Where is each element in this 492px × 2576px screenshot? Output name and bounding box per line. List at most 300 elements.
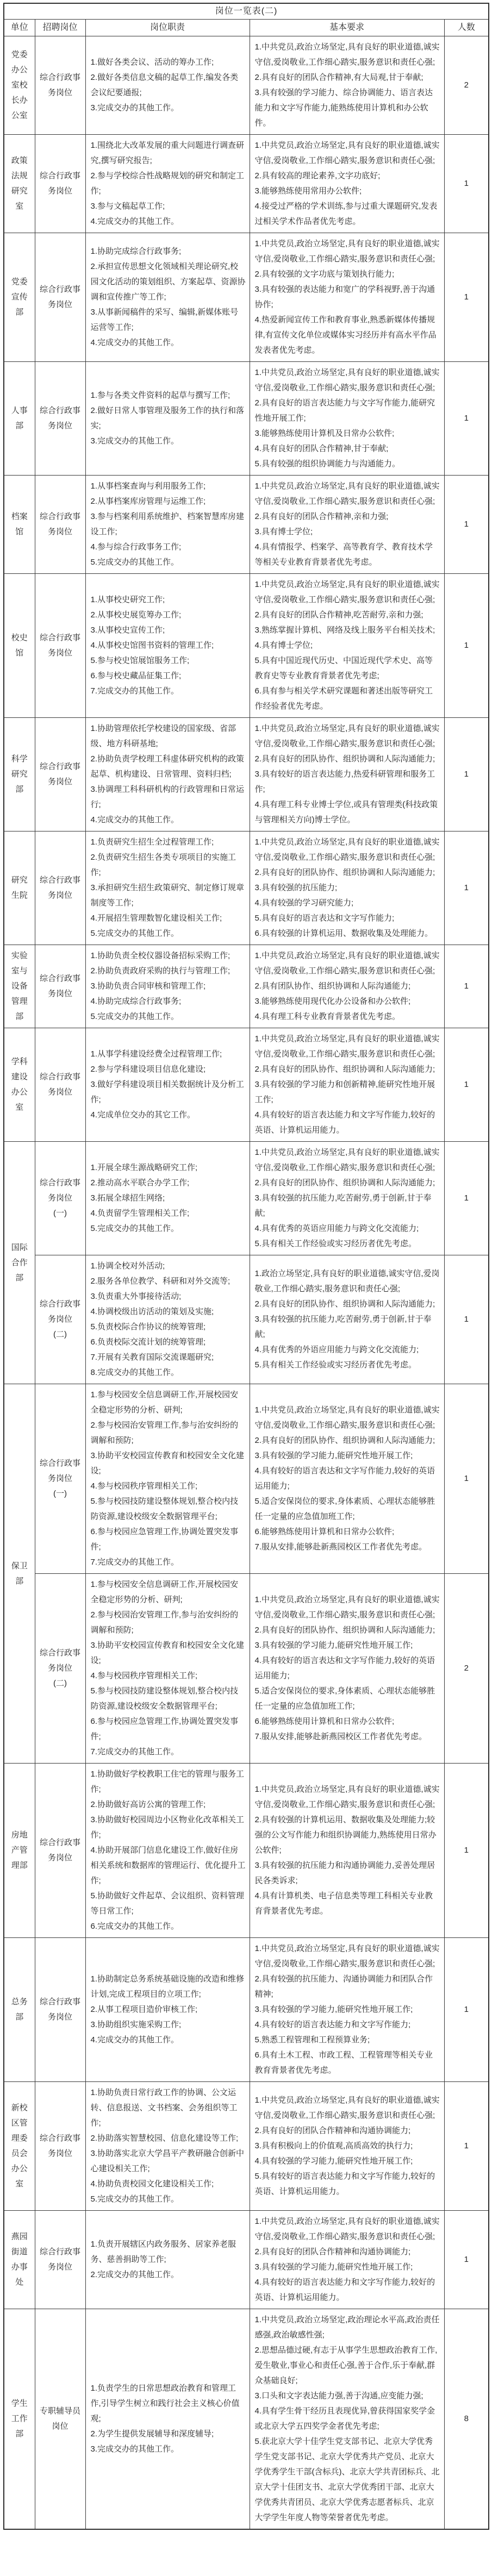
duty-item: 2.服务各单位教学、科研和对外交流等; [90, 1277, 231, 1286]
requirement-item: 2.思想品德过硬,有志于从事学生思想政治教育工作,爱生敬业,事业心和责任心强,善于合作,乐于奉献,群众基础良好; [254, 2346, 438, 2385]
requirement-item: 3.具有较强的抗压能力,吃苦耐劳,勇于创新,甘于奉献; [254, 1193, 432, 1218]
duty-item: 5.参与校园技防建设整体规划,整合校内技防资源,建设校级安全数据管理平台; [90, 1686, 239, 1711]
position-label: 综合行政事务岗位 [39, 1838, 80, 1862]
duty-item: 4.从事校史馆图书资料的管理工作; [90, 641, 214, 650]
requirement-item: 4.热爱新闻宣传工作和教育事业,熟悉新媒体传播规律,有宣传文化单位或媒体实习经历并有高水平作品发表者优先考虑。 [254, 315, 437, 355]
requirements-cell [250, 362, 444, 476]
requirement-item: 1.中共党员,政治立场坚定,具有良好的职业道德,诚实守信,爱岗敬业,工作细心踏实,服务意识和责任心强; [254, 482, 440, 506]
table-row [4, 1142, 489, 1255]
requirement-item: 1.中共党员,政治立场坚定,具有良好的职业道德,诚实守信,爱岗敬业,工作细心踏实,服务意识和责任心强; [254, 1944, 440, 1968]
duty-item: 4.完成交办的其他工作。 [90, 217, 179, 226]
requirement-item: 2.具有良好的团队协作、组织协调和人际沟通能力; [254, 1299, 435, 1309]
table-row [4, 2309, 489, 2530]
requirement-item: 1.中共党员,政治立场坚定,具有良好的职业道德,诚实守信,爱岗敬业,工作细心踏实,服务意识和责任心强; [254, 2217, 440, 2241]
requirement-item: 6.具有参与相关学术研究课题和著述出版等研究工作经验者优先考虑。 [254, 686, 433, 711]
requirement-item: 1.中共党员,政治立场坚定,具有良好的职业道德,诚实守信,爱岗敬业,工作细心踏实,服务意识和责任心强; [254, 1148, 440, 1172]
requirement-item: 2.具有较强的文字功底与策划执行能力; [254, 270, 395, 279]
unit-cell: 学生工作部 [4, 2309, 35, 2530]
position-sub-label: (一) [53, 1209, 67, 1218]
position-cell [35, 2309, 85, 2530]
position-cell [35, 831, 85, 945]
duty-item: 2.从事校史展览筹办工作; [90, 610, 182, 620]
position-cell [35, 1574, 85, 1764]
requirements-cell [250, 233, 444, 362]
requirement-item: 1.中共党员,政治立场坚定,具有良好的职业道德,诚实守信,爱岗敬业,工作细心踏实,服务意识和责任心强; [254, 951, 440, 976]
duty-item: 3.协助组织实施采购工作; [90, 2020, 182, 2029]
title-row [4, 3, 489, 20]
position-label: 专职辅导员岗位 [39, 2406, 80, 2431]
requirement-item: 1.中共党员,政治立场坚定,具有良好的职业道德,诚实守信,爱岗敬业,工作细心踏实,服务意识和责任心强; [254, 1405, 440, 1430]
position-label: 综合行政事务岗位 [39, 512, 80, 536]
duty-item: 5.完成交办的其他工作。 [90, 1012, 179, 1021]
duties-cell [85, 2082, 250, 2211]
position-roster-table [3, 3, 489, 2530]
requirement-item: 5.具有良好的语言表达和文字写作能力; [254, 914, 395, 923]
duty-item: 4.参与校园秩序管理相关工作; [90, 1671, 198, 1680]
requirement-item: 5.具有中国近现代历史、中国近现代学术史、高等教育史等专业教育背景者优先考虑; [254, 656, 433, 680]
position-cell [35, 1255, 85, 1384]
requirements-cell [250, 574, 444, 718]
requirements-cell [250, 2211, 444, 2309]
headcount-value: 1 [444, 1028, 489, 1142]
duty-item: 1.开展全球生源战略研究工作; [90, 1163, 198, 1172]
duty-item: 2.做好各类信息文稿的起草工作,编发各类会议纪要通报; [90, 73, 239, 97]
requirement-item: 2.具有良好的团队协作、组织协调和人际沟通能力; [254, 1436, 435, 1445]
requirement-item: 1.政治立场坚定,具有良好的职业道德,诚实守信,爱岗敬业,工作细心踏实,服务意识和责任心强; [254, 1269, 440, 1293]
duty-item: 3.拓展全球招生网络; [90, 1193, 165, 1203]
duty-item: 1.负责学生的日常思想政治教育和管理工作,引导学生树立和践行社会主义核心价值观; [90, 2384, 240, 2423]
position-label: 综合行政事务岗位 [39, 876, 80, 900]
duty-item: 5.负责校际合作协议的统筹管理; [90, 1322, 206, 1331]
table-title: 岗位一览表(二) [4, 3, 489, 20]
table-row [4, 362, 489, 476]
duty-item: 6.完成交办的其他工作。 [90, 1922, 179, 1931]
duty-item: 1.从事学科建设经费全过程管理工作; [90, 1049, 222, 1059]
duty-item: 3.协助平安校园宣传教育和校园安全文化建设; [90, 1451, 245, 1475]
requirements-cell [250, 2309, 444, 2530]
duty-item: 1.负责研究生招生全过程管理工作; [90, 837, 214, 847]
duty-item: 7.开展有关教育国际交流课题研究; [90, 1353, 214, 1362]
requirement-item: 1.中共党员,政治立场坚定,具有良好的职业道德,诚实守信,爱岗敬业,工作细心踏实,服务意识和责任心强; [254, 580, 440, 604]
duty-item: 2.协助负责学校理工科虚体研究机构的政策起草、机构建设、日常管理、资料归档; [90, 754, 245, 779]
position-label: 综合行政事务岗位 [39, 171, 80, 196]
position-sub-label: (二) [53, 1330, 67, 1339]
column-header-headcount: 人数 [444, 20, 489, 36]
duty-item: 2.推动高水平联合办学工作; [90, 1178, 190, 1187]
duty-item: 3.完成交办的其他工作。 [90, 2444, 179, 2454]
position-cell [35, 2211, 85, 2309]
duty-item: 2.从事档案库房管理与运维工作; [90, 497, 206, 506]
unit-cell: 实验室与设备管理部 [4, 945, 35, 1028]
duty-item: 2.参与学校综合性战略规划的研究和制定工作; [90, 171, 245, 196]
requirement-item: 4.具有学生骨干经历且表现优异,曾获得国家奖学金或北京大学五四奖学金者优先考虑; [254, 2406, 435, 2431]
duty-item: 4.完成单位交办的其它工作。 [90, 1110, 196, 1120]
duties-cell [85, 718, 250, 831]
duty-item: 2.协助负责政府采购的执行与管理工作; [90, 966, 231, 976]
headcount-value: 8 [444, 2309, 489, 2530]
duties-cell [85, 831, 250, 945]
position-label: 综合行政事务岗位 [39, 1648, 80, 1673]
position-cell [35, 476, 85, 574]
duty-item: 6.参与校园应急管理工作,协调处置突发事件; [90, 1717, 239, 1741]
position-cell [35, 1028, 85, 1142]
position-label: 综合行政事务岗位 [39, 1997, 80, 2022]
requirements-cell [250, 135, 444, 233]
duty-item: 3.完成交办的其他工作。 [90, 103, 179, 112]
requirement-item: 3.具有积极向上的价值观,高质高效的执行力; [254, 2141, 413, 2150]
requirement-item: 2.具有较强的计算机运用、数据收集及处理能力;较强的公文写作能力和组织协调能力,熟练使用日常办公软件; [254, 1815, 437, 1855]
requirement-item: 4.具有理工科专业教育背景者优先考虑。 [254, 1012, 401, 1021]
column-header-position: 招聘岗位 [35, 20, 85, 36]
requirement-item: 4.具有博士学位; [254, 641, 313, 650]
requirement-item: 1.中共党员,政治立场坚定,具有良好的职业道德,诚实守信,爱岗敬业,工作细心踏实,服务意识和责任心强; [254, 368, 440, 392]
duty-item: 4.负责留学生管理相关工作; [90, 1209, 190, 1218]
duty-item: 1.从事校史研究工作; [90, 595, 165, 604]
requirement-item: 2.具有良好的团队协作、组织协调和人际沟通能力; [254, 754, 435, 764]
duties-cell [85, 1255, 250, 1384]
requirement-item: 4.具有优秀的英语应用能力与跨文化交流能力; [254, 1224, 419, 1233]
duties-cell [85, 233, 250, 362]
duty-item: 1.参与各类文件资料的起草与撰写工作; [90, 391, 231, 400]
requirement-item: 2.具有良好的团队协作、组织协调和人际沟通能力; [254, 1065, 435, 1074]
requirement-item: 1.中共党员,政治立场坚定,具有良好的职业道德,诚实守信,爱岗敬业,工作细心踏实,服务意识和责任心强; [254, 724, 440, 748]
headcount-value: 2 [444, 36, 489, 135]
table-row [4, 1764, 489, 1938]
duties-cell [85, 1938, 250, 2082]
duty-item: 3.完成交办的其他工作。 [90, 436, 179, 446]
duty-item: 6.负责校际交流计划的统筹管理; [90, 1337, 206, 1347]
requirement-item: 1.中共党员,政治立场坚定,具有良好的职业道德,诚实守信,爱岗敬业,工作细心踏实,服务意识和责任心强; [254, 1785, 440, 1809]
duties-cell [85, 36, 250, 135]
requirement-item: 3.具有较强的学习能力,能研究性地开展工作; [254, 1451, 413, 1460]
requirement-item: 3.具有较强的学习能力,能研究性地开展工作; [254, 2262, 413, 2272]
duties-cell [85, 1764, 250, 1938]
requirement-item: 4.具有较好的语言表达和文字写作能力,较好的英语运用能力; [254, 1466, 435, 1491]
requirements-cell [250, 1255, 444, 1384]
duty-item: 4.参与校园秩序管理相关工作; [90, 1481, 198, 1491]
headcount-value: 1 [444, 945, 489, 1028]
headcount-value: 1 [444, 233, 489, 362]
table-row [4, 36, 489, 135]
requirements-cell [250, 1938, 444, 2082]
duty-item: 3.参与档案利用系统维护、档案智慧库房建设工作; [90, 512, 245, 536]
duty-item: 2.协助落实智慧校园、信息化建设等工作; [90, 2134, 239, 2143]
requirement-item: 7.服从安排,能够赴新燕园校区工作者优先考虑。 [254, 1542, 427, 1552]
requirement-item: 3.具有较强的抗压能力和沟通协调能力,妥善处理居民各类诉求; [254, 1861, 435, 1885]
unit-cell: 国际合作部 [4, 1142, 35, 1384]
requirement-item: 3.具有较强的学习能力,能研究性地开展工作; [254, 1641, 413, 1650]
unit-cell: 人事部 [4, 362, 35, 476]
unit-cell: 党委宣传部 [4, 233, 35, 362]
requirements-cell [250, 2082, 444, 2211]
position-cell [35, 945, 85, 1028]
requirement-item: 5.具有相关工作经验或实习经历者优先考虑。 [254, 1360, 417, 1370]
position-label: 综合行政事务岗位 [39, 2134, 80, 2158]
position-label: 综合行政事务岗位 [39, 974, 80, 998]
requirement-item: 5.具有相关工作经验或实习经历者优先考虑。 [254, 1239, 417, 1248]
table-row [4, 1255, 489, 1384]
duty-item: 4.协助开展部门信息化建设工作,做好住房相关系统和数据库的管理运行、优化提升工作; [90, 1846, 246, 1885]
requirement-item: 3.口头和文字表达能力强,善于沟通,应变能力强; [254, 2391, 424, 2400]
duty-item: 4.协助完成综合行政事务; [90, 997, 182, 1006]
duty-item: 2.做好日常人事管理及服务工作的执行和落实; [90, 406, 245, 430]
requirement-item: 1.中共党员,政治立场坚定,具有良好的职业道德,诚实守信,爱岗敬业,工作细心踏实,服务意识和责任心强; [254, 837, 440, 862]
headcount-value: 1 [444, 1142, 489, 1255]
duty-item: 3.做好学科建设项目相关数据统计及分析工作; [90, 1080, 245, 1104]
requirement-item: 2.具有较强的抗压能力、沟通协调能力和团队合作精神; [254, 1974, 433, 1999]
requirement-item: 3.具有较强的学习能力、综合协调能力、语言表达能力和文字写作能力,能熟练使用计算机和办公软件。 [254, 88, 433, 128]
unit-cell: 政策法规研究室 [4, 135, 35, 233]
requirement-item: 6.能够熟练使用计算机和日常办公软件; [254, 1527, 395, 1536]
unit-cell: 总务部 [4, 1938, 35, 2082]
headcount-value: 1 [444, 1938, 489, 2082]
duty-item: 3.负责重大外事接待活动; [90, 1292, 182, 1301]
headcount-value: 1 [444, 476, 489, 574]
duty-item: 5.完成交办的其他工作。 [90, 929, 179, 938]
duty-item: 1.协调全校对外活动; [90, 1261, 165, 1271]
duty-item: 2.完成交办的其他工作。 [90, 2270, 179, 2279]
duty-item: 1.协助制定总务系统基础设施的改造和维修计划,完成工程项目的立项工作; [90, 1974, 245, 1999]
duty-item: 3.从事校史宣传工作; [90, 626, 165, 635]
requirement-item: 2.具有良好的团队协作、组织协调和人际沟通能力; [254, 868, 435, 877]
requirement-item: 4.具有较好的语言表达和文字写作能力,较好的英语运用能力; [254, 1656, 435, 1680]
unit-cell: 新校区管理委员会办公室 [4, 2082, 35, 2211]
requirement-item: 3.具有较强的抗压能力,吃苦耐劳,勇于创新,甘于奉献; [254, 1315, 432, 1339]
duties-cell [85, 476, 250, 574]
duty-item: 3.协助落实北京大学昌平产教研融合创新中心建设相关工作; [90, 2149, 245, 2173]
requirement-item: 3.具有较好的语言表达能力,热爱科研管理和服务工作; [254, 770, 435, 794]
duty-item: 2.负责研究生招生各类专项项目的实施工作; [90, 853, 236, 877]
duty-item: 4.开展招生管理数智化建设相关工作; [90, 914, 222, 923]
requirement-item: 1.中共党员,政治立场坚定,具有良好的职业道德,诚实守信,爱岗敬业,工作细心踏实,服务意识和责任心强; [254, 1595, 440, 1620]
table-row [4, 476, 489, 574]
requirement-item: 5.获北京大学十佳学生党支部书记、北京大学优秀学生党支部书记、北京大学优秀共产党员、北京大学优秀学生干部(含标兵)、北京大学共青团标兵、北京大学十佳团支书、北京大学优秀团干部、北京大学优秀共青团员、北京大学优秀志愿者标兵、北京大学学生年度人物等荣誉者优先考虑。 [254, 2437, 440, 2522]
requirement-item: 1.中共党员,政治立场坚定,具有良好的职业道德,诚实守信,爱岗敬业,工作细心踏实,服务意识和责任心强; [254, 141, 440, 165]
position-label: 综合行政事务岗位 [39, 285, 80, 309]
position-label: 综合行政事务岗位 [39, 73, 80, 97]
unit-cell: 房地产管理部 [4, 1764, 35, 1938]
headcount-value: 1 [444, 362, 489, 476]
requirement-item: 4.具有较强的学习研究能力; [254, 898, 354, 908]
duty-item: 2.承担宣传思想文化领域相关理论研究,校园文化活动的策划组织、方案起草、资源协调和宣传推广等工作; [90, 262, 246, 302]
column-header-unit: 单位 [4, 20, 35, 36]
requirement-item: 4.具有优秀的外语应用能力与跨文化交流能力; [254, 1345, 419, 1354]
duty-item: 1.围绕北大改革发展的重大问题进行调查研究,撰写研究报告; [90, 141, 245, 165]
headcount-value: 1 [444, 2082, 489, 2211]
unit-cell: 保卫部 [4, 1384, 35, 1764]
requirements-cell [250, 1384, 444, 1574]
requirements-cell [250, 831, 444, 945]
requirement-item: 6.能够熟练使用计算机和日常办公软件; [254, 1717, 395, 1726]
requirement-item: 4.具有计算机类、电子信息类等理工科相关专业教育背景者优先考虑。 [254, 1891, 433, 1916]
duty-item: 8.完成交办的其他工作。 [90, 1368, 179, 1377]
table-row [4, 718, 489, 831]
requirement-item: 3.具有博士学位; [254, 527, 313, 536]
requirements-cell [250, 945, 444, 1028]
requirement-item: 2.具有良好的团队协作、组织协调和人际沟通能力; [254, 1625, 435, 1635]
position-cell [35, 233, 85, 362]
requirements-cell [250, 476, 444, 574]
duty-item: 3.协调理工科科研机构的行政管理和日常运行; [90, 785, 245, 809]
duty-item: 2.参与校园治安管理工作,参与治安纠纷的调解和预防; [90, 1421, 239, 1445]
requirements-cell [250, 1764, 444, 1938]
requirement-item: 4.具有较好的语言表达能力和文字写作能力; [254, 2020, 411, 2029]
requirement-item: 2.具有良好的团队合作精神,亲和力强; [254, 512, 389, 521]
table-row [4, 1028, 489, 1142]
table-row [4, 2082, 489, 2211]
table-row [4, 574, 489, 718]
duty-item: 4.协助负责校园文化建设相关工作; [90, 2179, 214, 2189]
duties-cell [85, 135, 250, 233]
duty-item: 4.参与综合行政事务工作; [90, 542, 182, 552]
requirement-item: 1.中共党员,政治立场坚定,具有良好的职业道德,诚实守信,爱岗敬业,工作细心踏实,服务意识和责任心强; [254, 239, 440, 264]
position-cell [35, 1142, 85, 1255]
duty-item: 3.协助做好校园周边小区物业化改革相关工作; [90, 1815, 245, 1840]
duty-item: 1.协助负责日常行政工作的协调、公文运转、信息报送、文书档案、会务组织等工作; [90, 2088, 238, 2128]
table-row [4, 1574, 489, 1764]
position-cell [35, 362, 85, 476]
duty-item: 2.参与学科建设项目信息化建设; [90, 1065, 206, 1074]
headcount-value: 1 [444, 1764, 489, 1938]
requirement-item: 3.具有较强的表达能力和宽广的学科视野,善于沟通协作; [254, 285, 435, 309]
position-label: 综合行政事务岗位 [39, 406, 80, 430]
duty-item: 2.协助做好高访公寓的管理工作; [90, 1800, 206, 1809]
duty-item: 3.参与文稿起草工作; [90, 202, 165, 211]
duty-item: 7.完成交办的其他工作。 [90, 686, 179, 696]
duty-item: 2.从事工程项目造价审核工作; [90, 2005, 198, 2014]
duty-item: 4.协调校级出访活动的策划及实施; [90, 1307, 214, 1316]
duties-cell [85, 574, 250, 718]
requirement-item: 3.能够熟练使用现代化办公设备和办公软件; [254, 997, 411, 1006]
duties-cell [85, 2211, 250, 2309]
requirement-item: 3.熟练掌握计算机、网络及线上服务平台相关技术; [254, 626, 435, 635]
table-row [4, 233, 489, 362]
position-label: 综合行政事务岗位 [39, 1072, 80, 1097]
requirement-item: 5.适合安保岗位的要求,身体素质、心理状态能够胜任一定量的应急值加班工作; [254, 1497, 435, 1521]
duty-item: 5.完成交办的其他工作。 [90, 558, 179, 567]
position-cell [35, 718, 85, 831]
duties-cell [85, 945, 250, 1028]
duty-item: 7.完成交办的其他工作。 [90, 1747, 179, 1756]
requirement-item: 6.具有较强的计算机运用、数据收集及处理能力。 [254, 929, 433, 938]
requirement-item: 3.具有较强的学习能力和创新精神,能研究性地开展工作; [254, 1080, 435, 1104]
position-label: 综合行政事务岗位 [39, 1459, 80, 1483]
requirement-item: 2.具有团队协作、组织协调和人际沟通能力; [254, 981, 411, 991]
position-cell [35, 135, 85, 233]
duty-item: 1.协助管理依托学校建设的国家级、省部级、地方科研基地; [90, 724, 236, 748]
duty-item: 4.完成交办的其他工作。 [90, 2035, 179, 2044]
headcount-value: 1 [444, 831, 489, 945]
position-label: 综合行政事务岗位 [39, 1299, 80, 1324]
position-sub-label: (二) [53, 1679, 67, 1688]
position-label: 综合行政事务岗位 [39, 1178, 80, 1203]
duty-item: 3.协助平安校园宣传教育和校园安全文化建设; [90, 1641, 245, 1665]
duties-cell [85, 362, 250, 476]
duty-item: 2.参与校园治安管理工作,参与治安纠纷的调解和预防; [90, 1610, 239, 1635]
table-row [4, 831, 489, 945]
duty-item: 3.从事新闻稿件的采写、编辑,新媒体账号运营等工作; [90, 308, 239, 332]
duty-item: 6.参与校园应急管理工作,协调处置突发事件; [90, 1527, 239, 1552]
headcount-value: 1 [444, 1384, 489, 1574]
headcount-value: 1 [444, 135, 489, 233]
duty-item: 1.参与校园安全信息调研工作,开展校园安全稳定形势的分析、研判; [90, 1390, 239, 1415]
roster-body [4, 36, 489, 2530]
requirement-item: 2.具有良好的团队合作精神,有大局观,甘于奉献; [254, 73, 424, 82]
duty-item: 5.参与校园技防建设整体规划,整合校内技防资源,建设校级安全数据管理平台; [90, 1497, 239, 1521]
requirement-item: 2.具有良好的语言表达能力与文字写作能力,能研究性地开展工作; [254, 398, 435, 423]
position-sub-label: (一) [53, 1489, 67, 1498]
requirement-item: 7.服从安排,能够赴新燕园校区工作者优先考虑。 [254, 1732, 427, 1741]
unit-cell: 学科建设办公室 [4, 1028, 35, 1142]
requirement-item: 5.熟悉工程管理和工程预算业务; [254, 2035, 370, 2044]
duty-item: 5.完成交办的其他工作。 [90, 1224, 179, 1233]
headcount-value: 1 [444, 718, 489, 831]
requirement-item: 5.具有较好的语言表达能力和文字写作能力,较好的英语、计算机运用能力。 [254, 2172, 435, 2196]
requirement-item: 3.具有较强的抗压能力; [254, 883, 338, 892]
requirement-item: 4.具有情报学、档案学、高等教育学、教育技术学等相关专业教育背景者优先考虑。 [254, 542, 433, 567]
requirements-cell [250, 1142, 444, 1255]
requirement-item: 1.中共党员,政治立场坚定,具有良好的职业道德,诚实守信,爱岗敬业,工作细心踏实,服务意识和责任心强; [254, 1034, 440, 1059]
requirement-item: 4.接受过严格的学术训练,参与过重大课题研究,发表过相关学术作品者优先考虑。 [254, 202, 438, 226]
requirements-cell [250, 1028, 444, 1142]
duty-item: 5.协助做好文件起草、会议组织、资料管理等日常工作; [90, 1891, 245, 1916]
header-row [4, 20, 489, 36]
requirement-item: 2.具有良好的团队协作、组织协调和人际沟通能力; [254, 1178, 435, 1187]
position-label: 综合行政事务岗位 [39, 762, 80, 786]
requirement-item: 4.具有较强的学习能力,能研究性地开展工作; [254, 2156, 413, 2166]
duties-cell [85, 1384, 250, 1574]
requirement-item: 4.具有理工科专业博士学位,或具有管理类(科技政策与管理相关方向)博士学位。 [254, 800, 438, 824]
duty-item: 1.做好各类会议、活动的筹办工作; [90, 58, 214, 67]
duties-cell [85, 1574, 250, 1764]
requirements-cell [250, 36, 444, 135]
duty-item: 1.协助做好学校教职工住宅的管理与服务工作; [90, 1770, 245, 1794]
requirement-item: 5.适合安保岗位的要求,身体素质、心理状态能够胜任一定量的应急值加班工作; [254, 1686, 435, 1711]
requirement-item: 1.中共党员,政治立场坚定,政治理论水平高,政治责任感强,政治敏感性强; [254, 2315, 440, 2340]
table-row [4, 135, 489, 233]
table-row [4, 945, 489, 1028]
requirement-item: 4.具有较好的语言表达能力和文字写作能力,较好的英语、计算机运用能力。 [254, 2278, 435, 2302]
headcount-value: 1 [444, 1255, 489, 1384]
column-header-duties: 岗位职责 [85, 20, 250, 36]
requirement-item: 6.具有土木工程、市政工程、工程管理等相关专业教育背景者优先考虑。 [254, 2050, 433, 2075]
position-cell [35, 36, 85, 135]
requirement-item: 3.能够熟练使用常用办公软件; [254, 186, 362, 196]
table-row [4, 2211, 489, 2309]
position-label: 综合行政事务岗位 [39, 633, 80, 658]
duty-item: 1.协助完成综合行政事务; [90, 247, 182, 256]
unit-cell: 研究生院 [4, 831, 35, 945]
requirement-item: 1.中共党员,政治立场坚定,具有良好的职业道德,诚实守信,爱岗敬业,工作细心踏实,服务意识和责任心强; [254, 2096, 440, 2120]
requirement-item: 3.能够熟练使用计算机及日常办公软件; [254, 429, 395, 438]
requirement-item: 4.具有良好的团队合作精神,甘于奉献; [254, 444, 389, 453]
duty-item: 1.协助负责全校仪器设备招标采购工作; [90, 951, 231, 960]
requirement-item: 2.具有良好的团队合作精神,吃苦耐劳,亲和力强; [254, 610, 424, 620]
headcount-value: 1 [444, 574, 489, 718]
requirement-item: 4.具有较好的语言表达能力和文字写作能力,较好的英语、计算机运用能力。 [254, 1110, 435, 1135]
duty-item: 1.参与校园安全信息调研工作,开展校园安全稳定形势的分析、研判; [90, 1580, 239, 1604]
duty-item: 2.为学生提供发展辅导和深度辅导; [90, 2429, 214, 2439]
position-cell [35, 574, 85, 718]
position-cell [35, 1384, 85, 1574]
table-row [4, 1384, 489, 1574]
position-cell [35, 1938, 85, 2082]
unit-cell: 党委办公室校长办公室 [4, 36, 35, 135]
duty-item: 7.完成交办的其他工作。 [90, 1558, 179, 1567]
duty-item: 1.从事档案查询与利用服务工作; [90, 482, 206, 491]
duty-item: 4.完成交办的其他工作。 [90, 815, 179, 824]
duty-item: 5.完成交办的其他工作。 [90, 2194, 179, 2204]
